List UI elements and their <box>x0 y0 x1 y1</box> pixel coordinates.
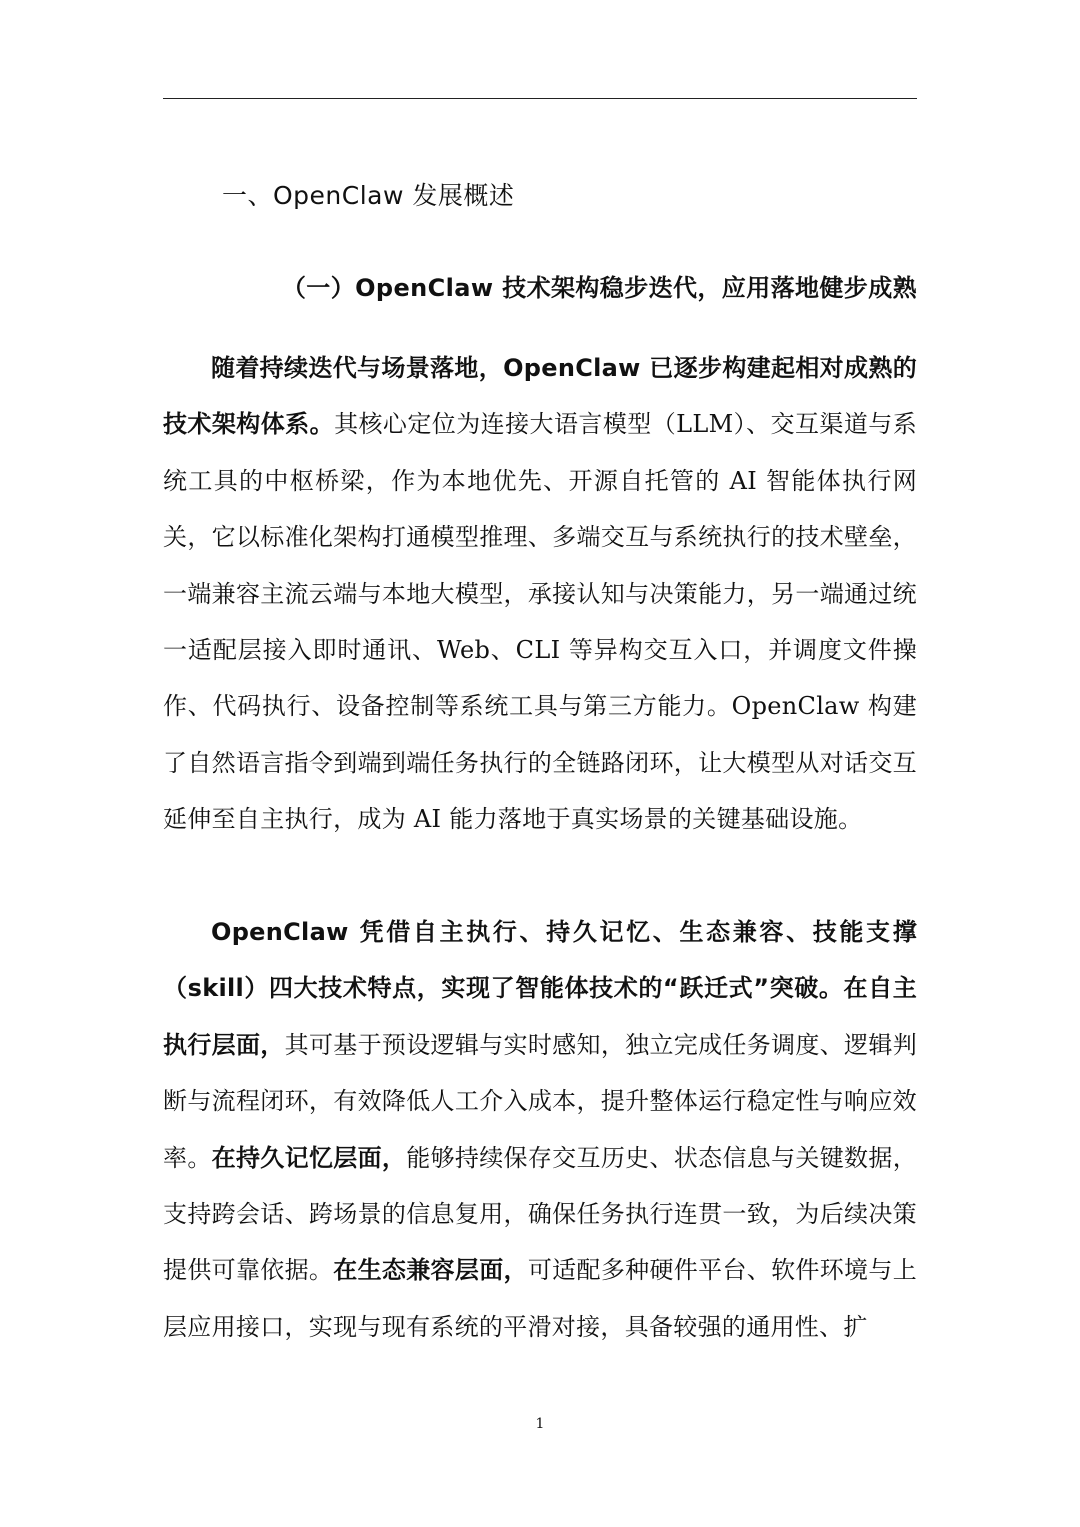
section-heading: 一、OpenClaw 发展概述 <box>222 181 515 210</box>
paragraph-features-memory-lead: 在持久记忆层面， <box>211 1143 407 1172</box>
paragraph-architecture-lead: 随着持续迭代与场景落地，OpenClaw 已逐步构建起相对成熟的技术架构体系。 <box>163 354 917 439</box>
paragraph-features-ecosystem: 可适配多种硬件平台、软件环境与上层应用接口，实现与现有系统的平滑对接，具备较强的通用性、扩 <box>163 1256 917 1341</box>
page-number: 1 <box>535 1416 545 1432</box>
paragraph-features-ecosystem-lead: 在生态兼容层面， <box>333 1256 528 1285</box>
paragraph-architecture-body: 其核心定位为连接大语言模型（LLM）、交互渠道与系统工具的中枢桥梁，作为本地优先、开源自托管的 AI 智能体执行网关，它以标准化架构打通模型推理、多端交互与系统执行的技术壁垒，一端兼容主流云端与本地大模型，承接认知与决策能力，另一端通过统一适配层接入即时通讯、Web、CLI 等异构交互入口，并调度文件操作、代码执行、设备控制等系统工具与第三方能力。OpenClaw 构建了自然语言指令到端到端任务执行的全链路闭环，让大模型从对话交互延伸至自主执行，成为 AI 能力落地于真实场景的关键基础设施。 <box>163 410 917 834</box>
paragraph-features-memory: 能够持续保存交互历史、状态信息与关键数据，支持跨会话、跨场景的信息复用，确保任务执行连贯一致，为后续决策提供可靠依据。 <box>163 1143 917 1285</box>
header-rule <box>163 98 917 99</box>
paragraph-features-execution: 其可基于预设逻辑与实时感知，独立完成任务调度、逻辑判断与流程闭环，有效降低人工介入成本，提升整体运行稳定性与响应效率。 <box>163 1030 917 1172</box>
paragraph-features-lead: OpenClaw 凭借自主执行、持久记忆、生态兼容、技能支撑（skill）四大技术特点，实现了智能体技术的“跃迁式”突破。在自主执行层面， <box>163 918 917 1059</box>
paragraph-features <box>163 904 917 1355</box>
subheading: （一）OpenClaw 技术架构稳步迭代，应用落地健步成熟 <box>281 274 917 302</box>
paragraph-architecture <box>163 340 917 848</box>
